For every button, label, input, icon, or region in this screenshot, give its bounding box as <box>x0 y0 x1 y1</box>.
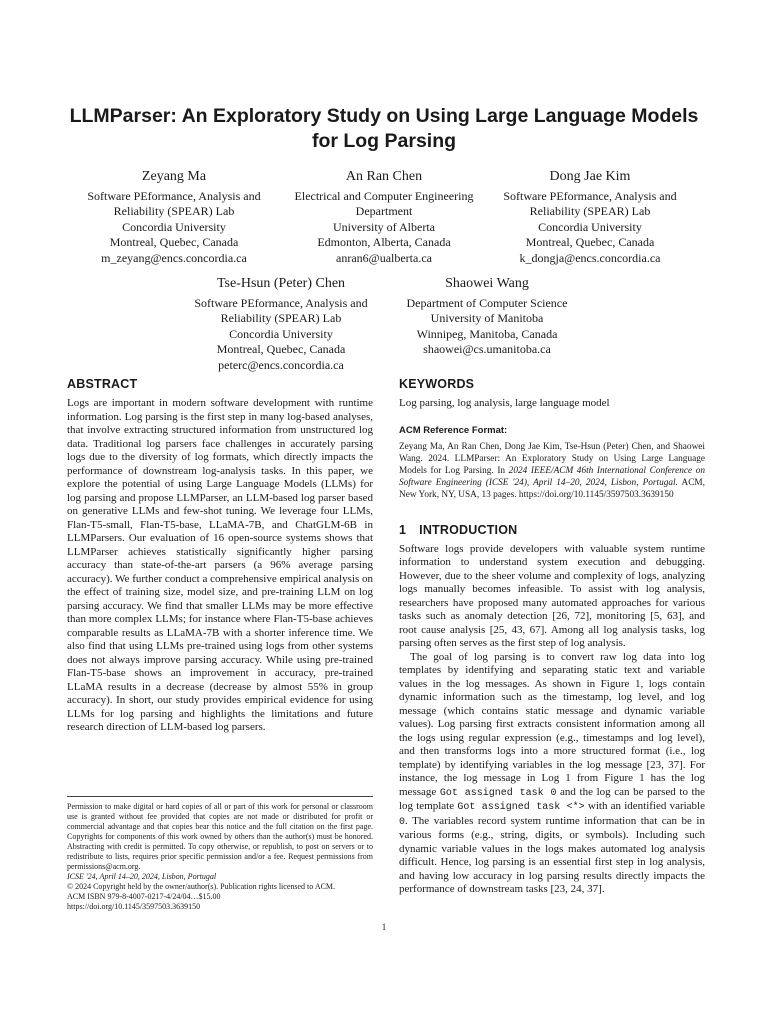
keywords-text: Log parsing, log analysis, large language model <box>399 397 610 409</box>
acm-reference-suffix: ACM, New York, NY, USA, 13 pages. https://doi.org/10.1145/3597503.3639150 <box>399 477 705 500</box>
permission-text: Permission to make digital or hard copies of all or part of this work for personal or classroom use is granted without fee provided that copies are not made or distributed for profit or commercial advantage and that copies bear this notice and the full citation on the first page. Copyrights for components of this work owned by others than the author(s) must be honored. Abstracting with credit is permitted. To copy otherwise, or republish, to post on servers or to redistribute to lists, requires prior specific permission and/or a fee. Request permissions from permissions@acm.org. <box>67 802 373 871</box>
author-block <box>170 275 392 373</box>
author-affiliation: Edmonton, Alberta, Canada <box>317 235 451 250</box>
page-number: 1 <box>381 922 387 932</box>
author-affiliation: Winnipeg, Manitoba, Canada <box>416 326 558 341</box>
right-column <box>399 377 705 897</box>
abstract-paragraph: Logs are important in modern software development with runtime information. Log parsing is the first step in many log-based analyses, that involve extracting structured information from unstructured log data. Traditional log parsers face challenges in accurately parsing logs due to the diversity of log formats, which directly impacts the performance of downstream log-analysis tasks. In this paper, we explore the potential of using Large Language Models (LLMs) for log parsing and propose LLMParser, an LLM-based log parser based on generative LLMs and few-shot tuning. We leverage four LLMs, Flan-T5-small, Flan-T5-base, LLaMA-7B, and ChatGLM-6B in LLMParsers. Our evaluation of 16 open-source systems shows that LLMParser achieves statistically significantly higher parsing accuracy than state-of-the-art parsers (a 96% average parsing accuracy). We further conduct a comprehensive empirical analysis on the effect of training size, model size, and pre-training LLM on log parsing accuracy. We find that smaller LLMs may be more effective than more complex LLMs; for instance where Flan-T5-base achieves comparable results as LLaMA-7B with a shorter inference time. We also find that using LLMs pre-trained using logs from other systems does not always improve parsing accuracy. While using pre-trained Flan-T5-base shows an improvement in accuracy, pre-trained LLaMA results in a decrease (decrease by almost 55% in group accuracy). In short, our study provides empirical evidence for using LLMs for log parsing and highlights the limitations and future research direction of LLM-based log parsers. <box>67 397 373 733</box>
author-affiliation: Software PEformance, Analysis and <box>194 296 368 310</box>
introduction-text <box>399 543 705 897</box>
section-number: 1 <box>399 522 407 537</box>
author-affiliation: Software PEformance, Analysis and <box>503 189 677 203</box>
author-affiliation: Software PEformance, Analysis and <box>87 189 261 203</box>
author-affiliation: Reliability (SPEAR) Lab <box>529 204 651 219</box>
intro-text-run: with an identified variable <box>584 800 705 812</box>
author-affiliation: Department of Computer Science <box>406 296 568 310</box>
introduction-heading <box>399 523 705 537</box>
author-affiliation: Reliability (SPEAR) Lab <box>220 311 342 326</box>
code-log-template: Got assigned task <*> <box>457 802 585 813</box>
author-affiliation: Reliability (SPEAR) Lab <box>113 204 235 219</box>
author-block <box>273 168 495 266</box>
acm-reference-heading: ACM Reference Format: <box>399 424 508 436</box>
author-email: anran6@ualberta.ca <box>336 250 432 265</box>
author-email: k_dongja@encs.concordia.ca <box>519 250 661 265</box>
author-affiliation: Concordia University <box>122 219 226 234</box>
introduction-paragraph: Software logs provide developers with valuable system runtime information to understand system execution and debugging. However, due to the sheer volume and complexity of logs, analyzing logs manually becomes infeasible. To assist with log analysis, researchers have proposed many automated approaches for various tasks such as anomaly detection [26, 72], monitoring [5, 63], and root cause analysis [25, 43, 67]. Among all log analysis tasks, log parsing often serves as the first step of log analysis. <box>399 542 705 649</box>
author-name: An Ran Chen <box>345 169 423 184</box>
author-email: m_zeyang@encs.concordia.ca <box>101 250 247 265</box>
permission-footnote <box>67 796 373 912</box>
author-affiliation: University of Manitoba <box>430 311 544 326</box>
left-column <box>67 377 373 735</box>
abstract-heading: ABSTRACT <box>67 377 138 391</box>
author-affiliation: University of Alberta <box>333 219 435 234</box>
acm-reference-text <box>399 441 705 501</box>
intro-text-run: . The variables record system runtime information that can be in various forms (e.g., string, digits, or symbols). Including such dynamic variable values in the logs makes automated log analysis difficult. Hence, log parsing is an essential first step in log analysis, and having low accuracy in log parsing results directly impacts the performance of downstream tasks [23, 24, 37]. <box>399 814 705 895</box>
author-affiliation: Electrical and Computer Engineering <box>294 189 474 203</box>
author-affiliation: Montreal, Quebec, Canada <box>109 235 239 250</box>
keywords-heading: KEYWORDS <box>399 377 475 391</box>
permission-isbn: ACM ISBN 979-8-4007-0217-4/24/04…$15.00 <box>67 892 221 901</box>
code-variable: 0 <box>399 816 406 828</box>
section-title: INTRODUCTION <box>419 522 518 537</box>
permission-doi: https://doi.org/10.1145/3597503.3639150 <box>67 902 201 911</box>
acm-reference-venue: 2024 IEEE/ACM 46th International Conference on Software Engineering (ICSE '24), April 14–20, 2024, Lisbon, Portugal. <box>399 465 705 488</box>
acm-reference-prefix: Zeyang Ma, An Ran Chen, Dong Jae Kim, Tse-Hsun (Peter) Chen, and Shaowei Wang. 2024. LLMParser: An Exploratory Study on Using Large Language Models for Log Parsing. In <box>399 441 705 476</box>
permission-copyright: © 2024 Copyright held by the owner/author(s). Publication rights licensed to ACM. <box>67 882 336 891</box>
author-affiliation: Concordia University <box>229 326 333 341</box>
author-name: Zeyang Ma <box>141 169 207 184</box>
author-affiliation: Montreal, Quebec, Canada <box>216 342 346 357</box>
paper-title: LLMParser: An Exploratory Study on Using Large Language Models for Log Parsing <box>69 105 699 152</box>
author-name: Tse-Hsun (Peter) Chen <box>216 276 346 291</box>
author-name: Shaowei Wang <box>445 276 529 291</box>
author-name: Dong Jae Kim <box>549 169 631 184</box>
code-log-message: Got assigned task 0 <box>439 787 557 799</box>
introduction-paragraph <box>399 651 705 897</box>
author-block <box>63 168 285 266</box>
author-block <box>376 275 598 358</box>
author-email: shaowei@cs.umanitoba.ca <box>423 342 551 357</box>
author-affiliation: Department <box>355 204 413 219</box>
author-email: peterc@encs.concordia.ca <box>218 357 344 372</box>
author-affiliation: Concordia University <box>538 219 642 234</box>
abstract-text <box>67 397 373 735</box>
permission-venue: ICSE '24, April 14–20, 2024, Lisbon, Portugal <box>67 872 217 881</box>
intro-text-run: The goal of log parsing is to convert raw log data into log templates by identifying and separating static text and variable values in the log messages. As shown in Figure 1, logs contain dynamic information such as the timestamp, log level, and log message (which contains static message and dynamic variable values). Log parsing first extracts consistent information among all the logs using regular expression (e.g., timestamps and log level), and then transforms logs into a more structured format (i.e., log template) by identifying variables in the log message [23, 37]. For instance, the log message in Log 1 from Figure 1 has the log message <box>399 650 705 798</box>
author-affiliation: Montreal, Quebec, Canada <box>525 235 655 250</box>
author-block <box>479 168 701 266</box>
intro-text-run: and the log can be parsed to the log template <box>399 785 705 812</box>
